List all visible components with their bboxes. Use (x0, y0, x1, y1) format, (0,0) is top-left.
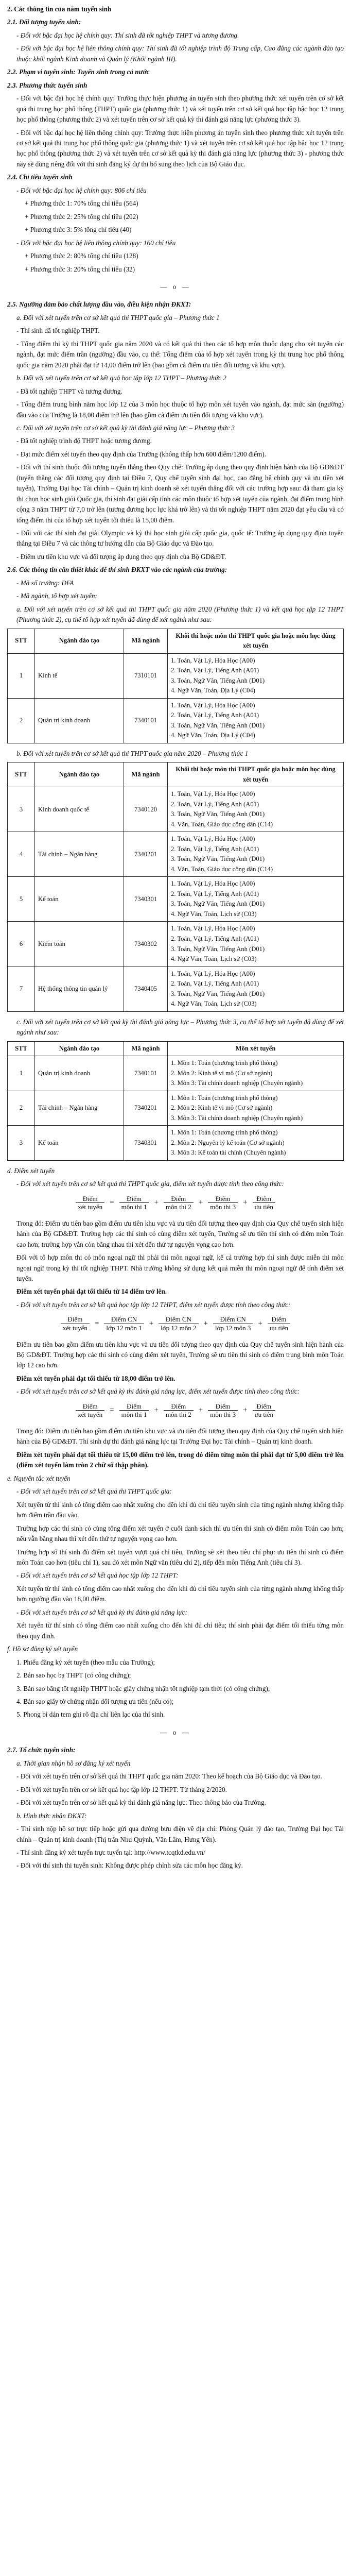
table-3 (7, 1041, 344, 1161)
list-item: b. Đối với xét tuyển trên cơ sở kết quả học tập lớp 12 THPT – Phương thức 2 (16, 374, 226, 382)
cell-to-hop (168, 653, 344, 698)
formula-1 (7, 1195, 344, 1211)
cell-to-hop (168, 832, 344, 877)
combo-line: 3. Toán, Ngữ Văn, Tiếng Anh (D01) (171, 900, 265, 908)
paragraph: Trong đó: Điểm ưu tiên bao gồm điểm ưu tiên khu vực và ưu tiên đối tượng theo quy định của Quy chế tuyển sinh hiện hành của Bộ GD&ĐT. Thí sinh dự thi đánh giá năng lực tại Trường Đại học Tài chính – Quản trị kinh doanh. (16, 1427, 344, 1446)
frac-top: Điểm (67, 1315, 83, 1324)
cell-stt: 6 (8, 922, 35, 967)
cell-ma-nganh: 7340302 (124, 922, 168, 967)
section-2-5-heading: 2.5. Ngưỡng đảm bảo chất lượng đầu vào, điều kiện nhận ĐKXT: (7, 300, 191, 309)
plus-sign: + (198, 1406, 203, 1415)
plus-sign: + (149, 1319, 154, 1328)
minimum-score-note: Điểm xét tuyển phải đạt tối thiểu từ 18,00 điểm trở lên. (16, 1374, 176, 1382)
frac-bottom: lớp 12 môn 3 (215, 1324, 251, 1332)
cell-nganh: Kinh doanh quốc tế (35, 787, 124, 832)
section-2-3-list (7, 93, 344, 170)
table-row (8, 877, 344, 922)
col-header-stt: STT (8, 1041, 35, 1056)
formula-term (164, 1195, 194, 1211)
separator: — o — (160, 282, 191, 291)
cell-to-hop (168, 877, 344, 922)
paragraph: Điểm ưu tiên bao gồm điểm ưu tiên khu vực và ưu tiên đối tượng theo quy định của Quy chế tuyển sinh hiện hành của Bộ GD&ĐT. Trường hợp các thí sinh có cùng điểm xét tuyển, Trường sẽ ưu tiên thí sinh có điểm trung bình môn Toán lớp 12 cao hơn. (16, 1340, 344, 1369)
formula-term (253, 1402, 275, 1419)
cell-mon-xet (168, 1056, 344, 1091)
separator: — o — (160, 1728, 191, 1736)
cell-stt: 4 (8, 832, 35, 877)
frac-bottom: môn thi 2 (165, 1203, 191, 1211)
list-item: 4. Bản sao giấy tờ chứng nhận đối tượng ưu tiên (nếu có); (16, 1698, 174, 1705)
combo-line: 2. Môn 2: Kinh tế vi mô (Cơ sở ngành) (171, 1104, 273, 1112)
table-2 (7, 762, 344, 1011)
list-item: Trường hợp các thí sinh có cùng tổng điểm xét tuyển ở cuối danh sách thì ưu tiên thí sinh có điểm môn Toán cao hơn; nếu vẫn bằng nhau thì xét đến thứ tự nguyện vọng cao hơn. (16, 1524, 344, 1543)
section-2-5-a: a. Đối với xét tuyển trên cơ sở kết quả thi THPT quốc gia – Phương thức 1 (16, 313, 220, 321)
combo-line: 1. Toán, Vật Lý, Hóa Học (A00) (171, 835, 255, 843)
section-2-4-heading: 2.4. Chỉ tiêu tuyển sinh (7, 173, 73, 181)
table-row (8, 922, 344, 967)
cell-mon-xet (168, 1126, 344, 1161)
cell-stt: 1 (8, 653, 35, 698)
combo-line: 3. Toán, Ngữ Văn, Tiếng Anh (D01) (171, 990, 265, 997)
formula-intro: - Đối với xét tuyển trên cơ sở kết quả học tập lớp 12 THPT, điểm xét tuyển được tính theo công thức: (16, 1300, 291, 1309)
list-item: + Phương thức 3: 20% tổng chỉ tiêu (32) (25, 265, 135, 273)
formula-term (119, 1195, 149, 1211)
list-item: - Đối với bậc đại học hệ liên thông chính quy: Thí sinh đã tốt nghiệp trình độ Trung cấp, Cao đẳng các ngành đào tạo thuộc khối ngành Kinh doanh và Quản lý (Khối ngành III). (16, 44, 344, 63)
frac-bottom: xét tuyển (78, 1411, 103, 1419)
list-item: - Đối với bậc đại học hệ chính quy: 806 chỉ tiêu (16, 186, 147, 194)
formula-term (253, 1195, 275, 1211)
section-2-2-heading: 2.2. Phạm vi tuyển sinh: Tuyển sinh trong cả nước (7, 68, 150, 76)
formula-term (104, 1315, 144, 1332)
frac-bottom: xét tuyển (62, 1324, 87, 1332)
paragraph: Trong đó: Điểm ưu tiên bao gồm điểm ưu tiên khu vực và ưu tiên đối tượng theo quy định của Quy chế tuyển sinh hiện hành của Bộ GD&ĐT. Trường hợp các thí sinh có cùng điểm xét tuyển, Trường sẽ ưu tiên thí sinh có điểm môn Toán cao hơn; trường hợp vẫn còn bằng nhau thì xét đến thứ tự nguyện vọng cao hơn. (16, 1219, 344, 1248)
equals-sign: = (94, 1319, 99, 1328)
col-header-nganh: Ngành đào tạo (35, 762, 124, 787)
combo-line: 1. Toán, Vật Lý, Hóa Học (A00) (171, 701, 255, 709)
table-header-row (8, 629, 344, 653)
list-item: - Đối với xét tuyển trên cơ sở kết quả học tập lớp 12 THPT: Từ tháng 2/2020. (16, 1785, 227, 1793)
cell-nganh: Hệ thống thông tin quản lý (35, 967, 124, 1011)
frac-bottom: ưu tiên (254, 1411, 273, 1419)
col-header-ma-nganh: Mã ngành (124, 629, 168, 653)
combo-line: 2. Toán, Vật Lý, Tiếng Anh (A01) (171, 800, 259, 808)
section-2-7-heading: 2.7. Tổ chức tuyển sinh: (7, 1746, 76, 1754)
table-2-caption: b. Đối với xét tuyển trên cơ sở kết quả thi THPT quốc gia năm 2020 – Phương thức 1 (16, 749, 249, 757)
hoso-section-title: f. Hồ sơ đăng ký xét tuyển (7, 1645, 78, 1653)
col-header-ma-nganh: Mã ngành (124, 1041, 168, 1056)
frac-bottom: xét tuyển (78, 1203, 103, 1211)
table-1-caption: a. Đối với xét tuyển trên cơ sở kết quả thi THPT quốc gia năm 2020 (Phương thức 1) và kết quả học tập 12 THPT (Phương thức 2), cụ thể tổ hợp xét tuyển đã dùng để xét ngành như sau: (16, 605, 344, 624)
section-2-4-list (7, 185, 344, 275)
table-row (8, 1126, 344, 1161)
cell-stt: 1 (8, 1056, 35, 1091)
list-item: - Đối với xét tuyển trên cơ sở kết quả thi THPT quốc gia: (16, 1487, 172, 1496)
list-item: - Đối với xét tuyển trên cơ sở kết quả thi THPT quốc gia năm 2020: Theo kế hoạch của Bộ Giáo dục và Đào tạo. (16, 1772, 322, 1781)
formula-term (164, 1402, 194, 1419)
cell-to-hop (168, 967, 344, 1011)
frac-bottom: ưu tiên (269, 1324, 289, 1332)
list-item: - Đối với xét tuyển trên cơ sở kết quả kỳ thi đánh giá năng lực: Theo thông báo của Trường. (16, 1799, 266, 1807)
cell-ma-nganh: 7340405 (124, 967, 168, 1011)
combo-line: 2. Toán, Vật Lý, Tiếng Anh (A01) (171, 980, 259, 988)
table-row (8, 698, 344, 743)
list-item: 2. Bản sao học bạ THPT (có công chứng); (16, 1671, 131, 1680)
paragraph: Đối với tổ hợp môn thi có môn ngoại ngữ thì phải thi môn ngoại ngữ, kể cả trường hợp thí sinh được miễn thi môn ngoại ngữ trong kỳ thi tốt nghiệp THPT. Nhà trường không sử dụng kết quả miễn thi môn ngoại ngữ để tính điểm xét tuyển. (16, 1253, 344, 1283)
cell-to-hop (168, 698, 344, 743)
cell-ma-nganh: 7340120 (124, 787, 168, 832)
list-item: - Tổng điểm thi kỳ thi THPT quốc gia năm 2020 và có kết quả thi theo các tổ hợp môn thuộc dạng cho xét tuyển các ngành, đạt mức điểm trần (ngưỡng) đầu vào, cụ thể: Tổng điểm của tổ hợp xét tuyển trong kỳ thi trung học phổ thông quốc gia năm 2020 phải đạt từ 14,00 điểm trở lên (bao gồm cả điểm ưu tiên đối tượng và khu vực). (16, 340, 344, 369)
section-2-3-heading: 2.3. Phương thức tuyển sinh (7, 81, 87, 89)
combo-line: 1. Môn 1: Toán (chương trình phổ thông) (171, 1129, 278, 1137)
cell-nganh: Kế toán (35, 1126, 124, 1161)
combo-line: 2. Toán, Vật Lý, Tiếng Anh (A01) (171, 890, 259, 897)
formula-lhs (76, 1402, 104, 1419)
frac-top: Điểm (82, 1402, 98, 1410)
frac-top: Điểm (271, 1315, 287, 1324)
table-row (8, 787, 344, 832)
list-item: Trường hợp số thí sinh đủ điểm xét tuyển vượt quá chỉ tiêu, Trường sẽ xét theo tiêu chí phụ: ưu tiên thí sinh có điểm môn Toán cao hơn (tiêu chí 1), sau đó xét môn Ngữ văn (tiêu chí 2), tiếp đến môn Tiếng Anh (tiêu chí 3). (16, 1548, 344, 1567)
cell-ma-nganh: 7340101 (124, 698, 168, 743)
combo-line: 1. Toán, Vật Lý, Hóa Học (A00) (171, 790, 255, 798)
frac-top: Điểm (215, 1402, 231, 1410)
cell-nganh: Kinh tế (35, 653, 124, 698)
plus-sign: + (243, 1198, 248, 1207)
list-item: + Phương thức 3: 5% tổng chỉ tiêu (40) (25, 226, 132, 234)
col-header-to-hop: Khối thi hoặc môn thi THPT quốc gia hoặc môn học dùng xét tuyển (168, 629, 344, 653)
formula-lhs (76, 1195, 104, 1211)
col-header-stt: STT (8, 762, 35, 787)
frac-top: Điểm (82, 1194, 98, 1202)
table-row (8, 967, 344, 1011)
list-item: - Điểm ưu tiên khu vực và đối tượng áp dụng theo quy định của Bộ GD&ĐT. (16, 552, 226, 561)
list-item: - Đạt mức điểm xét tuyển theo quy định của Trường (không thấp hơn 600 điểm/1200 điểm). (16, 450, 266, 458)
cell-stt: 5 (8, 877, 35, 922)
frac-top: Điểm CN (165, 1315, 191, 1324)
list-item: 1. Phiếu đăng ký xét tuyển (theo mẫu của Trường); (16, 1658, 155, 1666)
cell-ma-nganh: 7340201 (124, 1091, 168, 1126)
frac-bottom: môn thi 3 (210, 1411, 236, 1419)
col-header-mon-xet: Môn xét tuyển (168, 1041, 344, 1056)
list-item: c. Đối với xét tuyển trên cơ sở kết quả kỳ thi đánh giá năng lực – Phương thức 3 (16, 423, 235, 432)
plus-sign: + (203, 1319, 208, 1328)
table-header-row (8, 762, 344, 787)
combo-line: 3. Toán, Ngữ Văn, Tiếng Anh (D01) (171, 676, 265, 684)
col-header-ma-nganh: Mã ngành (124, 762, 168, 787)
list-item: + Phương thức 2: 80% tổng chỉ tiêu (128) (25, 252, 138, 260)
cell-stt: 2 (8, 698, 35, 743)
list-item: - Đối với thí sinh thi tuyển sinh: Không được phép chỉnh sửa các môn học đăng ký. (16, 1861, 243, 1870)
combo-line: 2. Toán, Vật Lý, Tiếng Anh (A01) (171, 935, 259, 942)
cell-ma-nganh: 7340301 (124, 877, 168, 922)
combo-line: 4. Ngữ Văn, Toán, Địa Lý (C04) (171, 687, 255, 694)
cell-nganh: Tài chính – Ngân hàng (35, 1091, 124, 1126)
section-2-6-heading: 2.6. Các thông tin cần thiết khác để thí sinh ĐKXT vào các ngành của trường: (7, 566, 227, 574)
minimum-score-note: Điểm xét tuyển phải đạt tối thiểu từ 14 điểm trở lên. (16, 1287, 167, 1296)
formula-intro: - Đối với xét tuyển trên cơ sở kết quả thi THPT quốc gia, điểm xét tuyển được tính theo công thức: (16, 1180, 284, 1188)
frac-top: Điểm (171, 1194, 186, 1202)
rules-list (7, 1486, 344, 1641)
combo-line: 3. Toán, Ngữ Văn, Tiếng Anh (D01) (171, 855, 265, 863)
combo-line: 3. Môn 3: Kế toán tài chính (Chuyên ngành) (171, 1149, 286, 1157)
list-item: - Đã tốt nghiệp trình độ THPT hoặc tương đương. (16, 437, 152, 445)
list-item: Xét tuyển từ thí sinh có tổng điểm cao nhất xuống cho đến khi đủ chỉ tiêu tuyển sinh của từng ngành nhưng không thấp hơn điểm trần đầu vào. (16, 1500, 344, 1519)
list-item: - Đối với bậc đại học hệ liên thông chính quy: 160 chỉ tiêu (16, 239, 176, 247)
combo-line: 4. Văn, Toán, Giáo dục công dân (C14) (171, 820, 273, 828)
rules-section-title: e. Nguyên tắc xét tuyển (7, 1474, 71, 1482)
frac-bottom: môn thi 1 (121, 1203, 147, 1211)
combo-line: 1. Toán, Vật Lý, Hóa Học (A00) (171, 925, 255, 933)
frac-top: Điểm (256, 1402, 272, 1410)
frac-bottom: môn thi 2 (165, 1411, 191, 1419)
table-row (8, 1056, 344, 1091)
list-item: - Thí sinh nộp hồ sơ trực tiếp hoặc gửi qua đường bưu điện về địa chỉ: Phòng Quản lý đào tạo, Trường Đại học Tài chính – Quản trị kinh doanh (Thị trấn Như Quỳnh, Văn Lâm, Hưng Yên). (16, 1825, 344, 1843)
cell-mon-xet (168, 1091, 344, 1126)
list-item: - Mã số trường: DFA (16, 579, 74, 587)
combo-line: 1. Toán, Vật Lý, Hóa Học (A00) (171, 880, 255, 888)
plus-sign: + (154, 1198, 159, 1207)
formula-term (159, 1315, 198, 1332)
list-item: - Đã tốt nghiệp THPT và tương đương. (16, 387, 122, 395)
combo-line: 3. Toán, Ngữ Văn, Tiếng Anh (D01) (171, 810, 265, 818)
formula-term (119, 1402, 149, 1419)
list-item: - Đối với bậc đại học hệ chính quy: Thí sinh đã tốt nghiệp THPT và tương đương. (16, 31, 239, 39)
list-item: b. Hình thức nhận ĐKXT: (16, 1811, 87, 1820)
combo-line: 1. Toán, Vật Lý, Hóa Học (A00) (171, 970, 255, 977)
combo-line: 2. Toán, Vật Lý, Tiếng Anh (A01) (171, 667, 259, 674)
combo-line: 2. Môn 2: Nguyên lý kế toán (Cơ sở ngành) (171, 1139, 285, 1146)
plus-sign: + (198, 1198, 203, 1207)
frac-bottom: môn thi 1 (121, 1411, 147, 1419)
section-2-1-heading: 2.1. Đối tượng tuyển sinh: (7, 18, 81, 26)
cell-stt: 3 (8, 787, 35, 832)
formula-section-title: d. Điểm xét tuyển (7, 1166, 55, 1175)
table-3-caption: c. Đối với xét tuyển trên cơ sở kết quả kỳ thi đánh giá năng lực – Phương thức 3, cụ thể tổ hợp xét tuyển đã dùng để xét ngành như sau: (16, 1018, 344, 1037)
combo-line: 3. Môn 3: Tài chính doanh nghiệp (Chuyên ngành) (171, 1079, 303, 1087)
frac-bottom: lớp 12 môn 2 (161, 1324, 197, 1332)
combo-line: 3. Môn 3: Tài chính doanh nghiệp (Chuyên ngành) (171, 1114, 303, 1122)
formula-term (208, 1195, 238, 1211)
cell-to-hop (168, 787, 344, 832)
table-row (8, 832, 344, 877)
frac-bottom: lớp 12 môn 1 (106, 1324, 142, 1332)
frac-bottom: môn thi 3 (210, 1203, 236, 1211)
formula-term (208, 1402, 238, 1419)
combo-line: 4. Ngữ Văn, Toán, Lịch sử (C03) (171, 955, 257, 963)
cell-stt: 7 (8, 967, 35, 1011)
formula-lhs (61, 1315, 90, 1332)
cell-to-hop (168, 922, 344, 967)
col-header-nganh: Ngành đào tạo (35, 1041, 124, 1056)
combo-line: 1. Môn 1: Toán (chương trình phổ thông) (171, 1094, 278, 1101)
frac-top: Điểm CN (111, 1315, 137, 1324)
frac-bottom: ưu tiên (254, 1203, 273, 1211)
list-item: - Tổng điểm trung bình năm học lớp 12 của 3 môn học thuộc tổ hợp môn xét tuyển vào ngành, đạt mức sàn (ngưỡng) đầu vào của Trường là 18,00 điểm trở lên (bao gồm cả điểm ưu tiên đối tượng và khu vực). (16, 400, 344, 419)
cell-ma-nganh: 7340201 (124, 832, 168, 877)
list-item: - Đối với thí sinh thuộc đối tượng tuyển thẳng theo Quy chế: Trường áp dụng theo quy định hiện hành của Bộ GD&ĐT (tuyển thẳng các đối tượng quy định tại Điều 7, Quy chế tuyển sinh đại học, cao đẳng hệ chính quy và ưu tiên xét tuyển), Trường Đại học Tài chính – Quản trị kinh doanh sẽ xét tuyển thẳng đối với các trường hợp sau: đã tham gia kỳ thi chọn học sinh giỏi Quốc gia, thí sinh đạt giải cấp tỉnh các môn thuộc tổ hợp xét tuyển của ngành, đạt điểm trung bình cộng 3 năm THPT từ 7,0 trở lên (tương đương học lực khá trở lên) và thi tốt nghiệp THPT năm 2020 đạt yêu cầu và có tổng điểm thi của tổ hợp xét tuyển tối thiểu là 15,00 điểm. (16, 463, 344, 524)
list-item: - Thí sinh đã tốt nghiệp THPT. (16, 327, 100, 335)
table-header-row (8, 1041, 344, 1056)
cell-stt: 3 (8, 1126, 35, 1161)
list-item: - Đối với bậc đại học hệ chính quy: Trường thực hiện phương án tuyển sinh theo phương thức xét tuyển trên cơ sở kết quả thi trung học phổ thông (THPT) quốc gia (phương thức 1) và xét tuyển trên cơ sở kết quả học tập bậc học 12 trung học phổ thông (phương thức 2) và xét tuyển trên cơ sở kết quả kỳ thi đánh giá năng lực (phương thức 3). (16, 94, 344, 124)
list-item: + Phương thức 2: 25% tổng chỉ tiêu (202) (25, 212, 138, 221)
combo-line: 4. Ngữ Văn, Toán, Lịch sử (C03) (171, 910, 257, 918)
list-item: - Đối với xét tuyển trên cơ sở kết quả học tập lớp 12 THPT: (16, 1571, 179, 1580)
col-header-to-hop: Khối thi hoặc môn thi THPT quốc gia hoặc môn học dùng xét tuyển (168, 762, 344, 787)
cell-nganh: Kiểm toán (35, 922, 124, 967)
equals-sign: = (110, 1198, 114, 1207)
frac-top: Điểm (127, 1402, 142, 1410)
cell-ma-nganh: 7340101 (124, 1056, 168, 1091)
combo-line: 2. Toán, Vật Lý, Tiếng Anh (A01) (171, 845, 259, 853)
combo-line: 4. Văn, Toán, Giáo dục công dân (C14) (171, 865, 273, 873)
minimum-score-note: Điểm xét tuyển phải đạt tối thiểu từ 15,00 điểm trở lên, trong đó điểm từng môn thi phải đạt từ 5,00 điểm trở lên (điểm xét tuyển làm tròn 2 chữ số thập phân). (16, 1450, 344, 1469)
section-2-7-list (7, 1758, 344, 1871)
frac-top: Điểm (256, 1194, 272, 1202)
plus-sign: + (243, 1406, 248, 1415)
combo-line: 3. Toán, Ngữ Văn, Tiếng Anh (D01) (171, 721, 265, 729)
frac-top: Điểm (215, 1194, 231, 1202)
table-1 (7, 629, 344, 743)
formula-intro: - Đối với xét tuyển trên cơ sở kết quả kỳ thi đánh giá năng lực, điểm xét tuyển được tính theo công thức: (16, 1387, 300, 1396)
combo-line: 4. Ngữ Văn, Toán, Lịch sử (C03) (171, 1000, 257, 1008)
plus-sign: + (154, 1406, 159, 1415)
formula-3 (7, 1402, 344, 1419)
table-row (8, 653, 344, 698)
list-item: 5. Phong bì dán tem ghi rõ địa chỉ liên lạc của thí sinh. (16, 1710, 165, 1719)
formula-2 (7, 1315, 344, 1332)
section-2-5-list (7, 326, 344, 562)
formula-term (268, 1315, 290, 1332)
combo-line: 1. Toán, Vật Lý, Hóa Học (A00) (171, 656, 255, 664)
list-item: Xét tuyển từ thí sinh có tổng điểm cao nhất xuống cho đến khi đủ chỉ tiêu; thí sinh phải đạt điểm tối thiểu từng môn theo quy định. (16, 1621, 344, 1640)
cell-ma-nganh: 7310101 (124, 653, 168, 698)
cell-nganh: Tài chính – Ngân hàng (35, 832, 124, 877)
combo-line: 4. Ngữ Văn, Toán, Địa Lý (C04) (171, 732, 255, 739)
combo-line: 2. Môn 2: Kinh tế vi mô (Cơ sở ngành) (171, 1069, 273, 1077)
plus-sign: + (258, 1319, 262, 1328)
list-item: 3. Bản sao bằng tốt nghiệp THPT hoặc giấy chứng nhận tốt nghiệp tạm thời (có công chứng); (16, 1684, 270, 1692)
list-item: Xét tuyển từ thí sinh có tổng điểm cao nhất xuống cho đến khi đủ chỉ tiêu tuyển sinh của từng ngành nhưng không thấp hơn ngưỡng đầu vào 18,00 điểm. (16, 1584, 344, 1603)
list-item: - Đối với các thí sinh đạt giải Olympic và kỳ thi học sinh giỏi cấp quốc gia, quốc tế: Trường áp dụng quy định tuyển thẳng tại Điều 7 và các thông tư hướng dẫn của Bộ Giáo dục và Đào tạo. (16, 529, 344, 548)
frac-top: Điểm (127, 1194, 142, 1202)
frac-top: Điểm CN (220, 1315, 246, 1324)
combo-line: 3. Toán, Ngữ Văn, Tiếng Anh (D01) (171, 945, 265, 953)
equals-sign: = (110, 1406, 114, 1415)
list-item: + Phương thức 1: 70% tổng chỉ tiêu (564) (25, 199, 138, 208)
list-item: a. Thời gian nhận hồ sơ đăng ký xét tuyển (16, 1759, 131, 1767)
table-row (8, 1091, 344, 1126)
cell-nganh: Quản trị kinh doanh (35, 698, 124, 743)
cell-nganh: Quản trị kinh doanh (35, 1056, 124, 1091)
combo-line: 2. Toán, Vật Lý, Tiếng Anh (A01) (171, 711, 259, 719)
col-header-nganh: Ngành đào tạo (35, 629, 124, 653)
list-item: - Thí sinh đăng ký xét tuyển trực tuyến tại: http://www.tcqtkd.edu.vn/ (16, 1848, 205, 1856)
frac-top: Điểm (171, 1402, 186, 1410)
hoso-list (7, 1657, 344, 1720)
list-item: - Đối với bậc đại học hệ liên thông chính quy: Trường thực hiện phương án tuyển sinh theo phương thức xét tuyển trên cơ sở kết quả thi trung học phổ thông quốc gia (phương thức 1) và xét tuyển trên cơ sở kết quả học tập bậc học 12 trung học phổ thông (phương thức 2) và xét tuyển trên cơ sở kết quả kỳ thi đánh giá năng lực (phương thức 3) - phương thức này sẽ dùng riêng đối với thí sinh đăng ký dự thi bổ sung theo lịch của Bộ Giáo dục. (16, 128, 344, 168)
section-2-1-list (7, 30, 344, 64)
list-item: - Đối với xét tuyển trên cơ sở kết quả kỳ thi đánh giá năng lực: (16, 1608, 187, 1616)
combo-line: 1. Môn 1: Toán (chương trình phổ thông) (171, 1059, 278, 1067)
section-2-heading: 2. Các thông tin của năm tuyển sinh (7, 5, 112, 13)
cell-nganh: Kế toán (35, 877, 124, 922)
cell-ma-nganh: 7340301 (124, 1126, 168, 1161)
formula-term (213, 1315, 253, 1332)
cell-stt: 2 (8, 1091, 35, 1126)
col-header-stt: STT (8, 629, 35, 653)
list-item: - Mã ngành, tổ hợp xét tuyển: (16, 592, 97, 600)
